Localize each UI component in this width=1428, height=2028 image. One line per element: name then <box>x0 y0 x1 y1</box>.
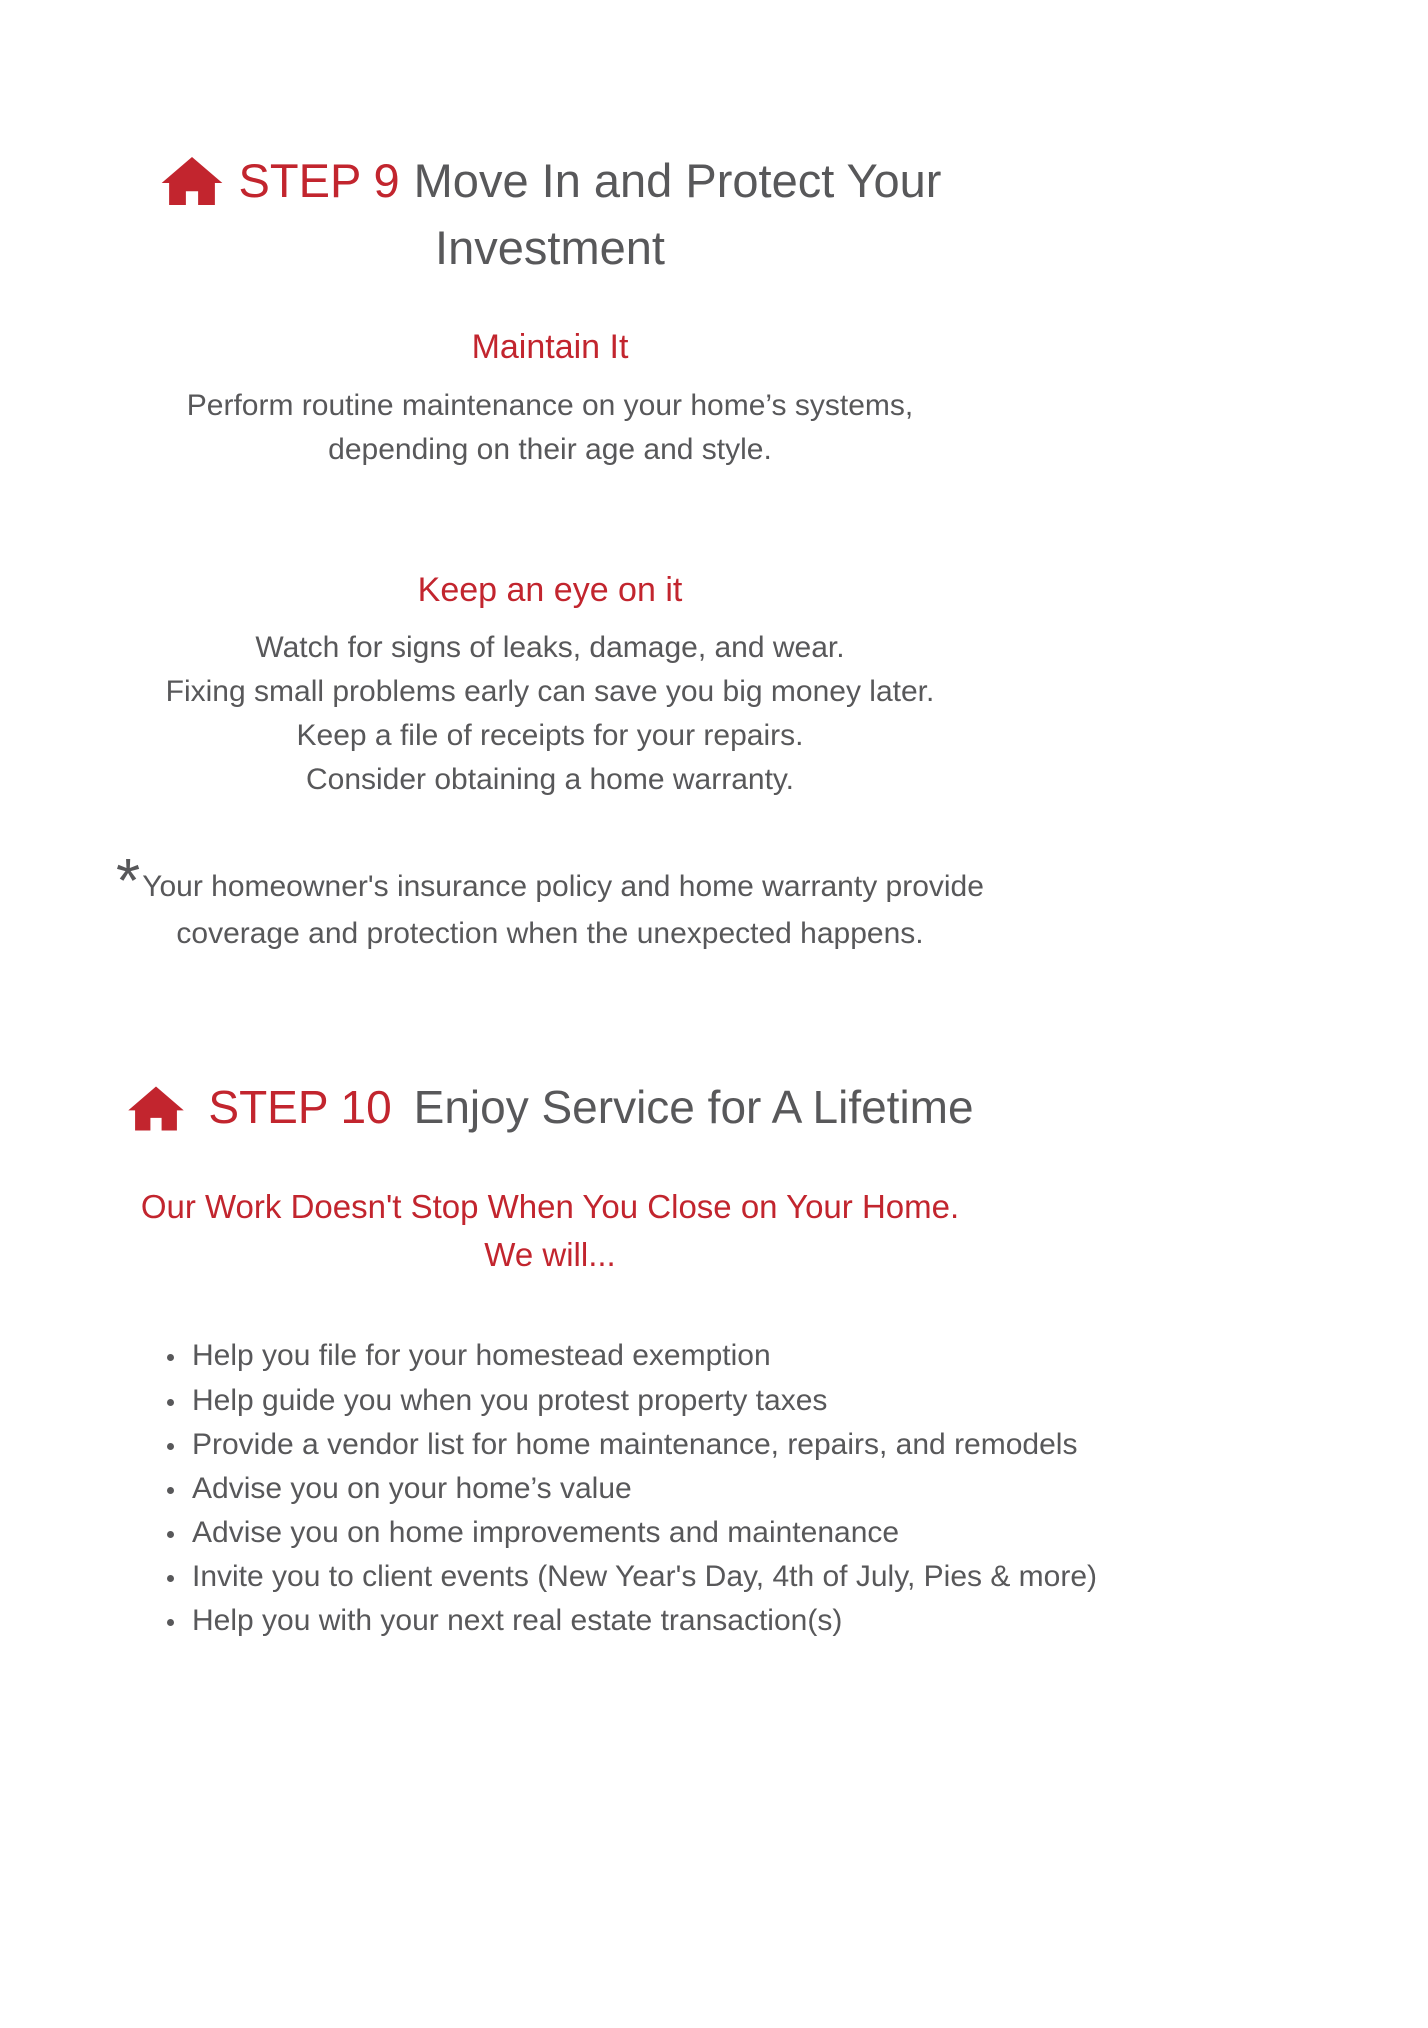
keep-eye-body <box>0 626 1100 802</box>
maintain-it-body <box>0 384 1100 472</box>
house-icon <box>159 152 225 210</box>
step9-section <box>0 148 1100 957</box>
body-line: depending on their age and style. <box>328 432 772 466</box>
list-item: • Advise you on home improvements and maintenance <box>188 1511 1100 1555</box>
subtitle-line-2: We will... <box>484 1235 616 1273</box>
body-line: Perform routine maintenance on your home’s systems, <box>186 388 914 422</box>
step10-section <box>0 1075 1100 1643</box>
house-icon <box>126 1082 186 1135</box>
insurance-note <box>0 847 1100 957</box>
keep-eye-heading: Keep an eye on it <box>417 570 683 609</box>
subtitle-line-1: Our Work Doesn't Stop When You Close on Your Home. <box>140 1187 960 1225</box>
step9-title-line1: Move In and Protect Your <box>413 154 942 207</box>
list-item: • Help you file for your homestead exemption <box>188 1334 1100 1378</box>
step10-subtitle <box>0 1183 1100 1279</box>
list-item: • Help you with your next real estate transaction(s) <box>188 1599 1100 1643</box>
step9-heading <box>0 148 1100 215</box>
body-line: Consider obtaining a home warranty. <box>305 763 795 797</box>
body-line: Keep a file of receipts for your repairs. <box>296 719 804 753</box>
step10-heading <box>0 1075 1100 1140</box>
services-bullet-list <box>0 1334 1100 1643</box>
maintain-it-heading: Maintain It <box>471 328 629 367</box>
body-line: Watch for signs of leaks, damage, and wear. <box>255 631 845 665</box>
step10-title: Enjoy Service for A Lifetime <box>413 1081 974 1134</box>
step10-label: STEP 10 <box>208 1081 392 1134</box>
step9-label: STEP 9 <box>238 154 400 207</box>
note-line-1 <box>116 847 984 917</box>
list-item: • Help guide you when you protest property taxes <box>188 1379 1100 1423</box>
note-text-1: Your homeowner's insurance policy and home warranty provide <box>142 870 984 904</box>
list-item: • Invite you to client events (New Year's Day, 4th of July, Pies & more) <box>188 1555 1100 1599</box>
note-text-2: coverage and protection when the unexpected happens. <box>176 916 924 950</box>
step9-title-line2: Investment <box>435 220 665 274</box>
body-line: Fixing small problems early can save you big money later. <box>165 675 935 709</box>
list-item: • Provide a vendor list for home maintenance, repairs, and remodels <box>188 1423 1100 1467</box>
list-item: • Advise you on your home’s value <box>188 1467 1100 1511</box>
asterisk-glyph: * <box>116 847 141 917</box>
